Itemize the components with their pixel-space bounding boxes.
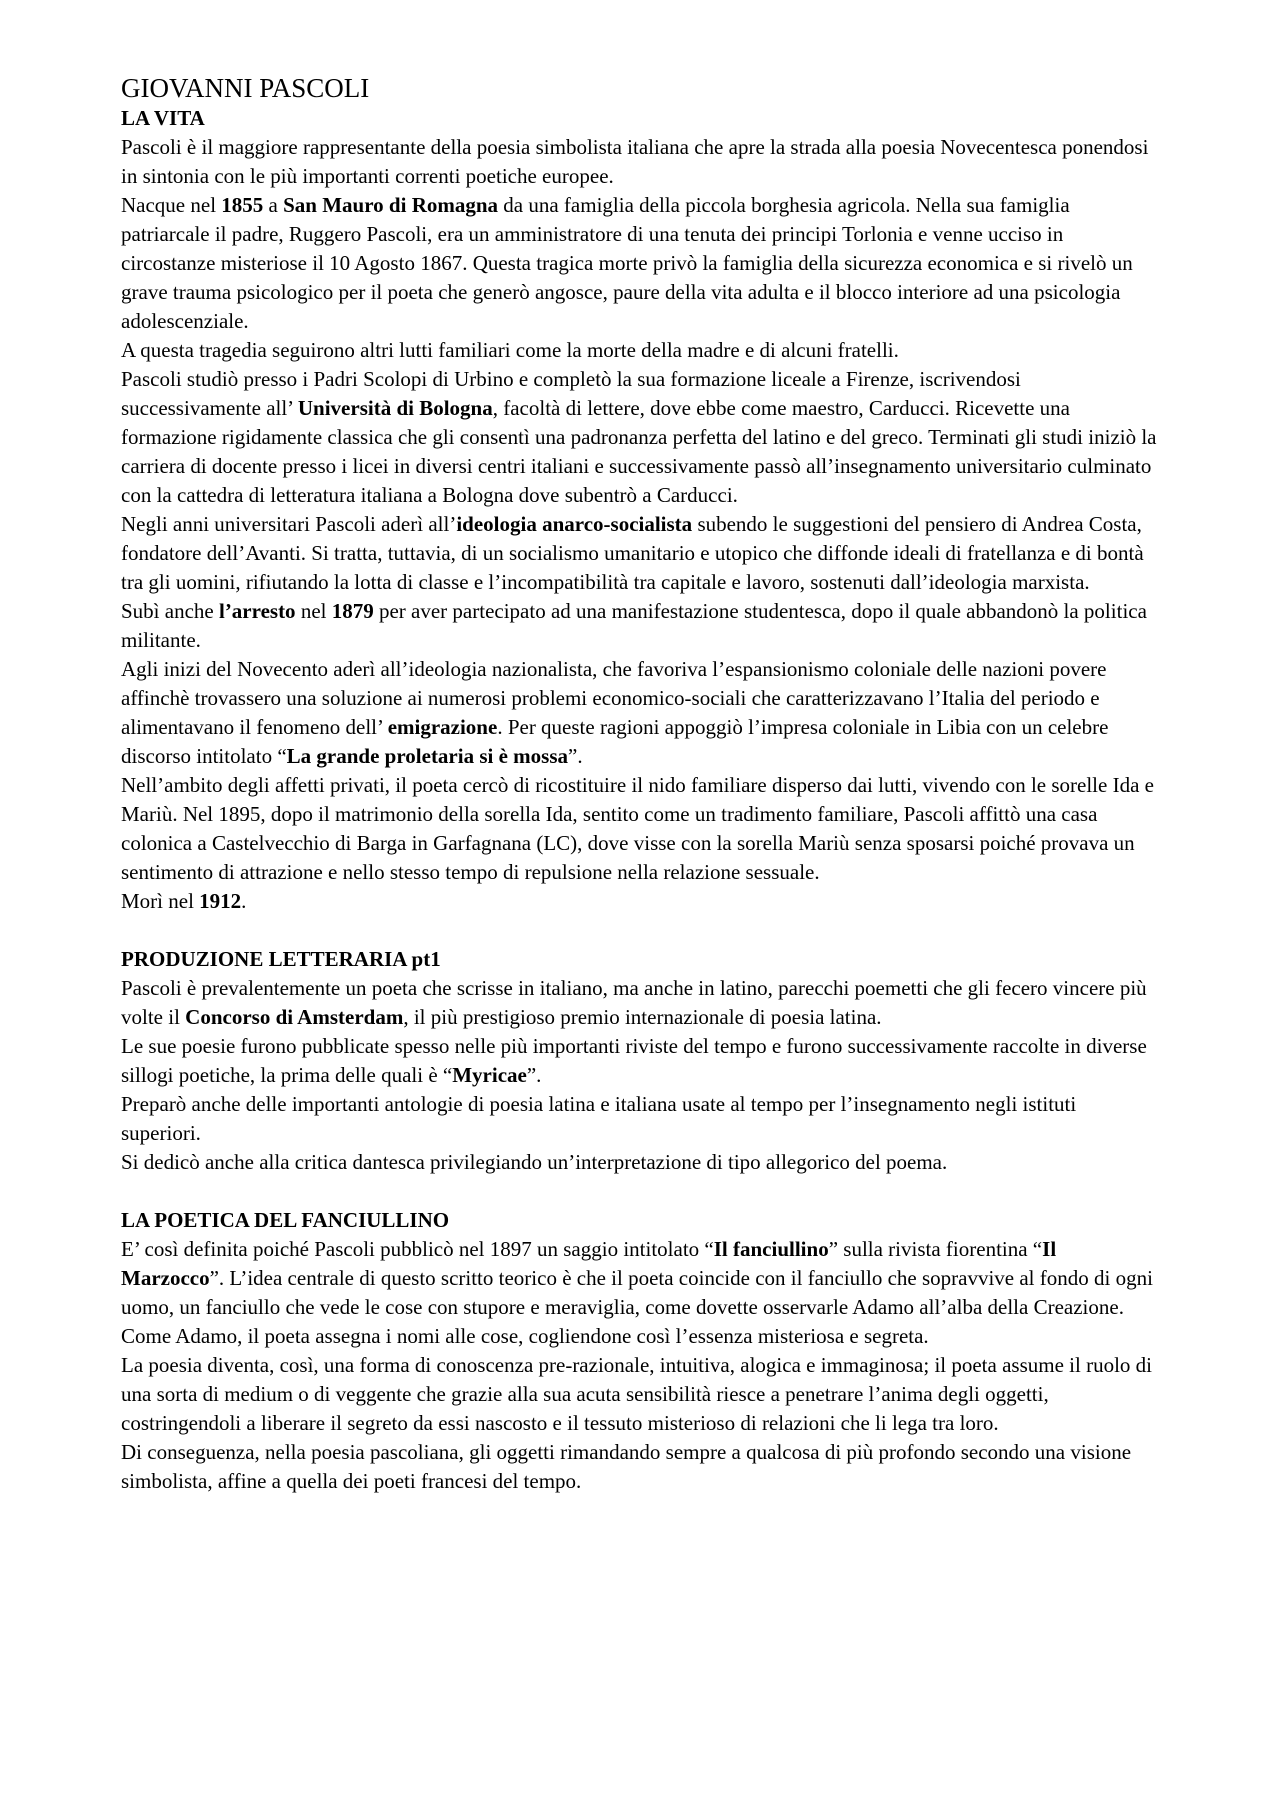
paragraph (121, 1235, 1160, 1351)
bold-text: Università di Bologna (297, 396, 493, 420)
bold-text: ideologia anarco-socialista (456, 512, 693, 536)
text-run: Morì nel (121, 889, 200, 913)
text-run: Agli inizi del Novecento aderì all’ideologia nazionalista, che favoriva l’espansionismo coloniale delle nazioni povere affinchè trovassero una soluzione ai numerosi problemi economico-sociali che caratterizzavano l’Italia del periodo e alimentavano il fenomeno dell’ (121, 657, 1107, 739)
section-spacer (121, 1177, 1160, 1206)
text-run: ”. L’idea centrale di questo scritto teorico è che il poeta coincide con il fanciullo che sopravvive al fondo di ogni uomo, un fanciullo che vede le cose con stupore e meraviglia, come dovette osservarle Adamo all’alba della Creazione. Come Adamo, il poeta assegna i nomi alle cose, cogliendone così l’essenza misteriosa e segreta. (121, 1266, 1153, 1348)
bold-text: 1855 (221, 193, 264, 217)
paragraph (121, 1148, 1160, 1177)
text-run: , facoltà di lettere, dove ebbe come maestro, Carducci. Ricevette una formazione rigidamente classica che gli consentì una padronanza perfetta del latino e del greco. Terminati gli studi iniziò la carriera di docente presso i licei in diversi centri italiani e successivamente passò all’insegnamento universitario culminato con la cattedra di letteratura italiana a Bologna dove subentrò a Carducci. (121, 396, 1157, 507)
bold-text: La grande proletaria si è mossa (286, 744, 569, 768)
text-run: subendo le suggestioni del pensiero di Andrea Costa, fondatore dell’Avanti. Si tratta, tuttavia, di un socialismo umanitario e utopico che diffonde ideali di fratellanza e di bontà tra gli uomini, rifiutando la lotta di classe e l’incompatibilità tra capitale e lavoro, sostenuti dall’ideologia marxista. (121, 512, 1144, 594)
paragraph (121, 771, 1160, 887)
text-run: Preparò anche delle importanti antologie di poesia latina e italiana usate al tempo per l’insegnamento negli istituti superiori. (121, 1092, 1077, 1145)
paragraph (121, 191, 1160, 336)
paragraph (121, 510, 1160, 597)
text-run: . Per queste ragioni appoggiò l’impresa coloniale in Libia con un celebre discorso intitolato “ (121, 715, 1109, 768)
text-run: Pascoli è il maggiore rappresentante della poesia simbolista italiana che apre la strada alla poesia Novecentesca ponendosi in sintonia con le più importanti correnti poetiche europee. (121, 135, 1149, 188)
paragraph (121, 133, 1160, 191)
text-run: La poesia diventa, così, una forma di conoscenza pre-razionale, intuitiva, alogica e immaginosa; il poeta assume il ruolo di una sorta di medium o di veggente che grazie alla sua acuta sensibilità riesce a penetrare l’anima degli oggetti, costringendoli a liberare il segreto da essi nascosto e il tessuto misterioso di relazioni che li lega tra loro. (121, 1353, 1152, 1435)
text-run: . (241, 889, 247, 913)
text-run: per aver partecipato ad una manifestazione studentesca, dopo il quale abbandonò la politica militante. (121, 599, 1147, 652)
paragraph (121, 1351, 1160, 1438)
section-heading: LA VITA (121, 106, 205, 130)
bold-text: San Mauro di Romagna (283, 193, 499, 217)
text-run: , il più prestigioso premio internazionale di poesia latina. (403, 1005, 882, 1029)
paragraph (121, 655, 1160, 771)
text-run: Di conseguenza, nella poesia pascoliana, gli oggetti rimandando sempre a qualcosa di più profondo secondo una visione simbolista, affine a quella dei poeti francesi del tempo. (121, 1440, 1132, 1493)
bold-text: emigrazione (387, 715, 498, 739)
bold-text: l’arresto (218, 599, 296, 623)
text-run: A questa tragedia seguirono altri lutti familiari come la morte della madre e di alcuni fratelli. (121, 338, 899, 362)
section-spacer (121, 916, 1160, 945)
text-run: da una famiglia della piccola borghesia agricola. Nella sua famiglia patriarcale il padre, Ruggero Pascoli, era un amministratore di una tenuta dei principi Torlonia e venne ucciso in circostanze misteriose il 10 Agosto 1867. Questa tragica morte privò la famiglia della sicurezza economica e si rivelò un grave trauma psicologico per il poeta che generò angosce, paure della vita adulta e il blocco interiore ad una psicologia adolescenziale. (121, 193, 1133, 333)
text-run: Le sue poesie furono pubblicate spesso nelle più importanti riviste del tempo e furono successivamente raccolte in diverse sillogi poetiche, la prima delle quali è “ (121, 1034, 1147, 1087)
text-run: a (263, 193, 284, 217)
paragraph (121, 974, 1160, 1032)
document-body (121, 104, 1160, 1496)
text-run: ” sulla rivista fiorentina “ (828, 1237, 1043, 1261)
text-run: Si dedicò anche alla critica dantesca privilegiando un’interpretazione di tipo allegorico del poema. (121, 1150, 948, 1174)
text-run: Pascoli è prevalentemente un poeta che scrisse in italiano, ma anche in latino, parecchi poemetti che gli fecero vincere più volte il (121, 976, 1147, 1029)
text-run: nel (295, 599, 332, 623)
document-title: GIOVANNI PASCOLI (121, 73, 370, 103)
paragraph (121, 887, 1160, 916)
bold-text: Concorso di Amsterdam (185, 1005, 404, 1029)
paragraph (121, 1090, 1160, 1148)
text-run: Subì anche (121, 599, 219, 623)
text-run: Nell’ambito degli affetti privati, il poeta cercò di ricostituire il nido familiare disperso dai lutti, vivendo con le sorelle Ida e Mariù. Nel 1895, dopo il matrimonio della sorella Ida, sentito come un tradimento familiare, Pascoli affittò una casa colonica a Castelvecchio di Barga in Garfagnana (LC), dove visse con la sorella Mariù senza sposarsi poiché provava un sentimento di attrazione e nello stesso tempo di repulsione nella relazione sessuale. (121, 773, 1154, 884)
bold-text: Myricae (452, 1063, 527, 1087)
text-run: Pascoli studiò presso i Padri Scolopi di Urbino e completò la sua formazione liceale a Firenze, iscrivendosi successivamente all’ (121, 367, 1021, 420)
paragraph (121, 336, 1160, 365)
text-run: Nacque nel (121, 193, 222, 217)
paragraph (121, 1438, 1160, 1496)
paragraph (121, 597, 1160, 655)
paragraph (121, 365, 1160, 510)
section-heading: PRODUZIONE LETTERARIA pt1 (121, 947, 441, 971)
bold-text: Il fanciullino (713, 1237, 829, 1261)
section-heading: LA POETICA DEL FANCIULLINO (121, 1208, 450, 1232)
bold-text: Il Marzocco (121, 1237, 1057, 1290)
text-run: ”. (568, 744, 583, 768)
text-run: ”. (526, 1063, 542, 1087)
paragraph (121, 1032, 1160, 1090)
bold-text: 1912 (199, 889, 242, 913)
bold-text: 1879 (331, 599, 374, 623)
text-run: Negli anni universitari Pascoli aderì all’ (121, 512, 457, 536)
text-run: E’ così definita poiché Pascoli pubblicò nel 1897 un saggio intitolato “ (121, 1237, 714, 1261)
